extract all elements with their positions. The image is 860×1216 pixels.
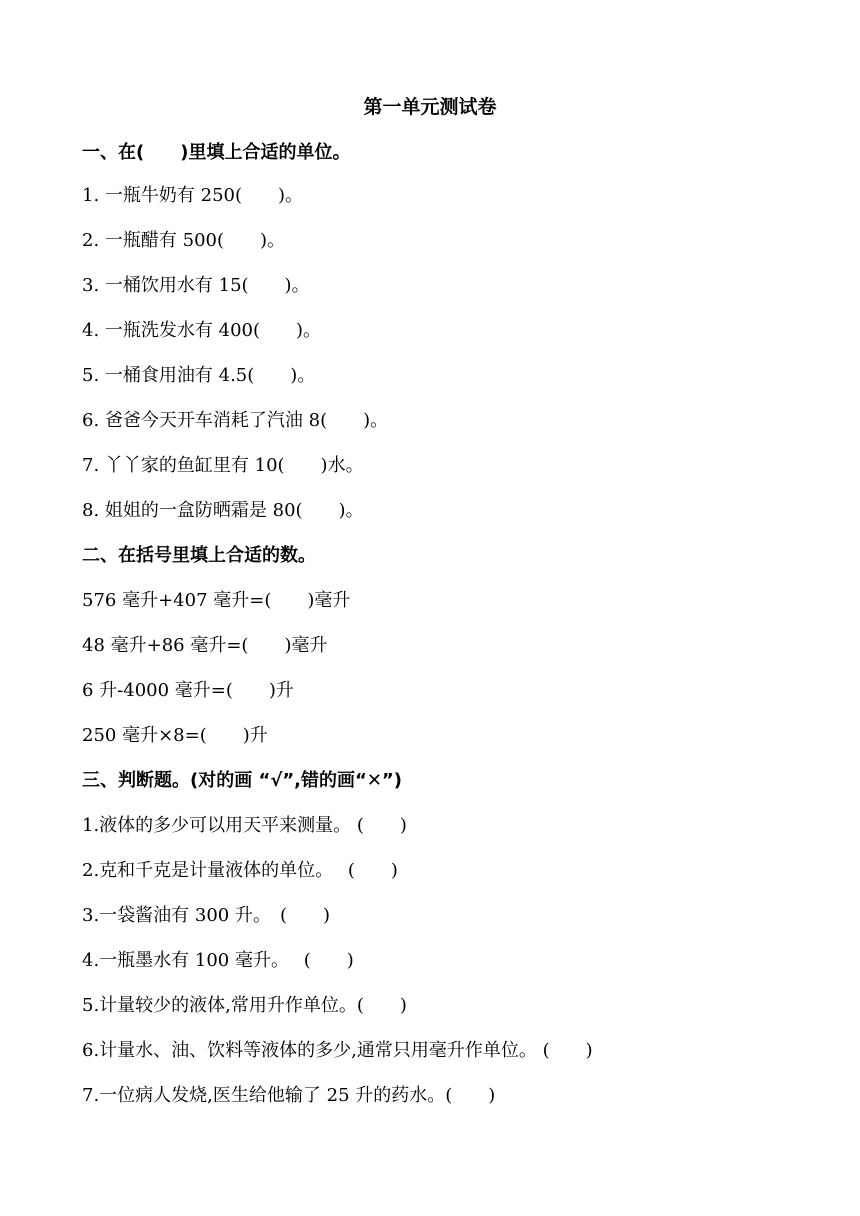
calculation-item: 6 升-4000 毫升=( )升 bbox=[82, 680, 294, 701]
question-item: 6. 爸爸今天开车消耗了汽油 8( )。 bbox=[82, 410, 389, 431]
question-item: 5. 一桶食用油有 4.5( )。 bbox=[82, 365, 316, 386]
judgment-item: 2.克和千克是计量液体的单位。 ( ) bbox=[82, 860, 398, 881]
question-item: 1. 一瓶牛奶有 250( )。 bbox=[82, 185, 304, 206]
question-item: 3. 一桶饮用水有 15( )。 bbox=[82, 275, 310, 296]
section-heading-units: 一、在( )里填上合适的单位。 bbox=[82, 142, 351, 163]
section-heading-true-false: 三、判断题。(对的画 “√”,错的画“✕”) bbox=[82, 770, 402, 791]
calculation-item: 576 毫升+407 毫升=( )毫升 bbox=[82, 590, 351, 611]
judgment-item: 6.计量水、油、饮料等液体的多少,通常只用毫升作单位。 ( ) bbox=[82, 1040, 593, 1061]
question-item: 4. 一瓶洗发水有 400( )。 bbox=[82, 320, 322, 341]
judgment-item: 3.一袋酱油有 300 升。 ( ) bbox=[82, 905, 331, 926]
calculation-item: 250 毫升×8=( )升 bbox=[82, 725, 268, 746]
section-heading-numbers: 二、在括号里填上合适的数。 bbox=[82, 545, 316, 566]
judgment-item: 7.一位病人发烧,医生给他输了 25 升的药水。( ) bbox=[82, 1085, 496, 1106]
question-item: 8. 姐姐的一盒防晒霜是 80( )。 bbox=[82, 500, 364, 521]
judgment-item: 1.液体的多少可以用天平来测量。 ( ) bbox=[82, 815, 407, 836]
question-item: 2. 一瓶醋有 500( )。 bbox=[82, 230, 286, 251]
judgment-item: 5.计量较少的液体,常用升作单位。( ) bbox=[82, 995, 407, 1016]
question-item: 7. 丫丫家的鱼缸里有 10( )水。 bbox=[82, 455, 364, 476]
calculation-item: 48 毫升+86 毫升=( )毫升 bbox=[82, 635, 328, 656]
page-title: 第一单元测试卷 bbox=[363, 96, 497, 118]
judgment-item: 4.一瓶墨水有 100 毫升。 ( ) bbox=[82, 950, 354, 971]
